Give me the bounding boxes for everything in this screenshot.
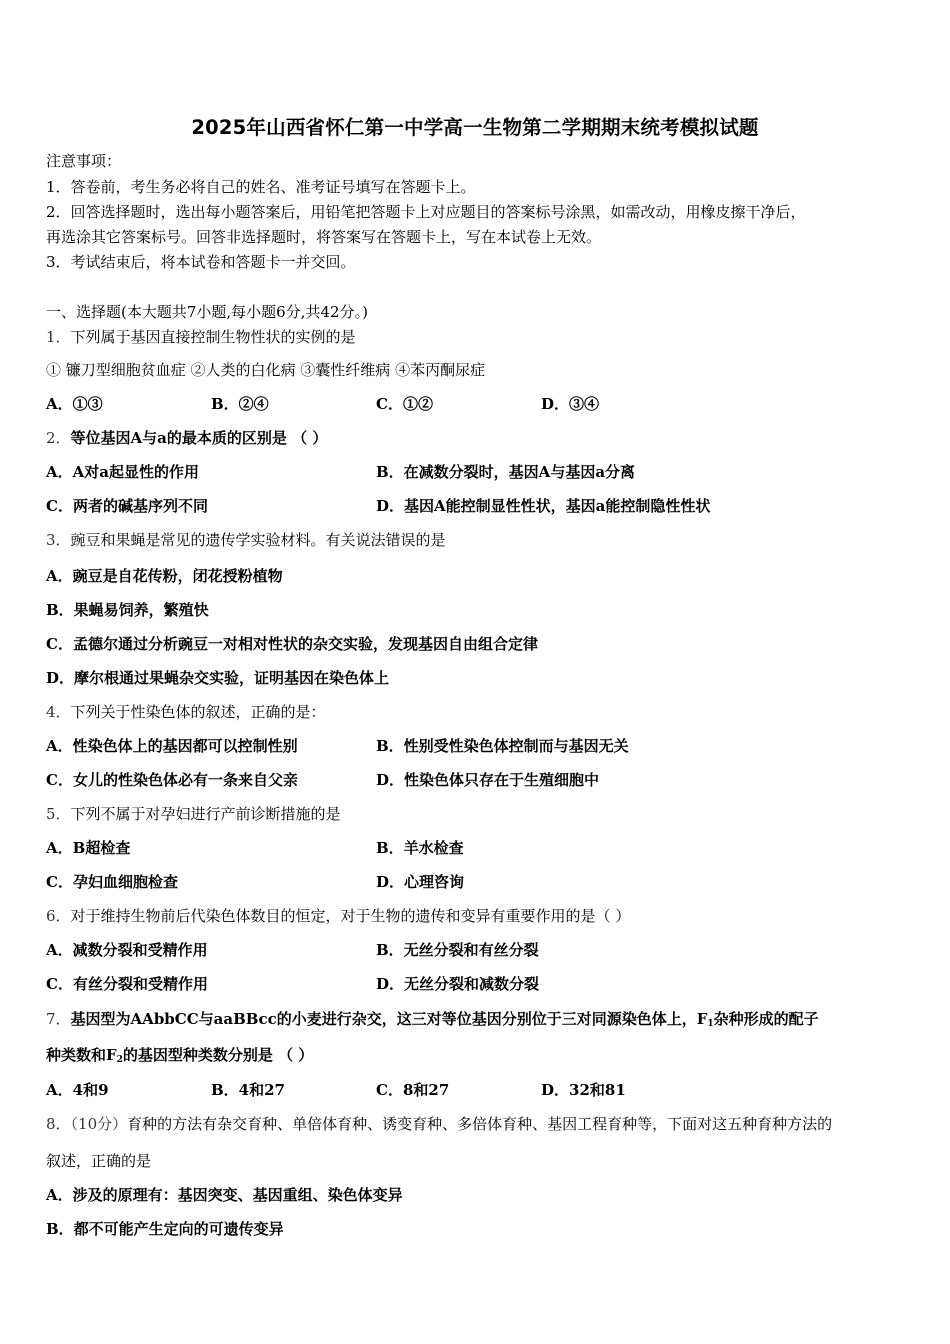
question-stem: 基因型为AAbbCC与aaBBcc的小麦进行杂交，这三对等位基因分别位于三对同源染色体上，F [70,1010,708,1028]
question-7 [46,1009,819,1034]
q6-option-b: B．无丝分裂和有丝分裂 [376,941,539,959]
q2-option-c: C．两者的碱基序列不同 [46,497,208,515]
q7-option-a: A．4和9 [46,1081,109,1099]
question-stem: 下列属于基因直接控制生物性状的实例的是 [70,328,356,346]
notice-item-3: 3．考试结束后，将本试卷和答题卡一并交回。 [46,253,356,271]
q5-option-d: D．心理咨询 [376,873,465,891]
question-stem-cont: 杂种形成的配子 [713,1010,819,1028]
question-number: 2． [46,429,71,447]
q7-option-b: B．4和27 [211,1081,285,1099]
q1-option-a: A．①③ [46,395,103,413]
question-stem: 育种的方法有杂交育种、单倍体育种、诱变育种、多倍体育种、基因工程育种等，下面对这五种育种方法的 [127,1115,833,1133]
q5-option-a: A．B超检查 [46,839,131,857]
question-8 [46,1114,832,1134]
question-stem: 下列不属于对孕妇进行产前诊断措施的是 [70,805,341,823]
question-score: （10分） [70,1115,128,1133]
q8-option-b: B．都不可能产生定向的可遗传变异 [46,1220,284,1238]
q7-option-d: D．32和81 [541,1081,626,1099]
q2-option-d: D．基因A能控制显性性状，基因a能控制隐性性状 [376,497,711,515]
question-6 [46,906,630,926]
question-1-items: ① 镰刀型细胞贫血症 ②人类的白化病 ③囊性纤维病 ④苯丙酮尿症 [46,361,486,379]
question-number: 6． [46,907,71,925]
question-stem-cont: 的基因型种类数分别是 （ ） [122,1046,314,1064]
question-2 [46,428,327,448]
question-stem: 种类数和F [46,1046,117,1064]
question-7-cont [46,1045,313,1070]
q3-option-c: C．孟德尔通过分析豌豆一对相对性状的杂交实验，发现基因自由组合定律 [46,635,538,653]
q3-option-d: D．摩尔根通过果蝇杂交实验，证明基因在染色体上 [46,669,390,687]
question-3 [46,530,446,550]
subscript: 1 [707,1019,714,1029]
q4-option-b: B．性别受性染色体控制而与基因无关 [376,737,629,755]
question-4 [46,702,326,722]
q2-option-b: B．在减数分裂时，基因A与基因a分离 [376,463,636,481]
question-number: 4． [46,703,71,721]
q8-option-a: A．涉及的原理有：基因突变、基因重组、染色体变异 [46,1186,403,1204]
notice-item-2-cont: 再选涂其它答案标号。回答非选择题时，将答案写在答题卡上，写在本试卷上无效。 [46,228,602,246]
q4-option-d: D．性染色体只存在于生殖细胞中 [376,771,600,789]
notice-heading: 注意事项： [46,152,122,170]
subscript: 2 [116,1055,123,1065]
section-heading: 一、选择题(本大题共7小题,每小题6分,共42分。) [46,303,368,321]
q4-option-c: C．女儿的性染色体必有一条来自父亲 [46,771,298,789]
question-stem: 豌豆和果蝇是常见的遗传学实验材料。有关说法错误的是 [70,531,446,549]
q1-option-c: C．①② [376,395,433,413]
question-number: 5． [46,805,71,823]
q2-option-a: A．A对a起显性的作用 [46,463,199,481]
question-stem: 下列关于性染色体的叙述，正确的是： [70,703,326,721]
question-number: 3． [46,531,71,549]
question-number: 1． [46,328,71,346]
q7-option-c: C．8和27 [376,1081,450,1099]
question-8-cont: 叙述，正确的是 [46,1152,152,1170]
q4-option-a: A．性染色体上的基因都可以控制性别 [46,737,298,755]
q1-option-d: D．③④ [541,395,600,413]
question-number: 7． [46,1010,71,1028]
q5-option-b: B．羊水检查 [376,839,464,857]
notice-item-2: 2．回答选择题时，选出每小题答案后，用铅笔把答题卡上对应题目的答案标号涂黑，如需改动，用橡皮擦干净后， [46,203,806,221]
q6-option-d: D．无丝分裂和减数分裂 [376,975,540,993]
question-stem: 等位基因A与a的最本质的区别是 （ ） [70,429,328,447]
q6-option-a: A．减数分裂和受精作用 [46,941,208,959]
question-1 [46,327,356,347]
question-5 [46,804,341,824]
page-title: 2025年山西省怀仁第一中学高一生物第二学期期末统考模拟试题 [191,116,759,139]
q1-option-b: B．②④ [211,395,269,413]
q6-option-c: C．有丝分裂和受精作用 [46,975,208,993]
q5-option-c: C．孕妇血细胞检查 [46,873,178,891]
q3-option-b: B．果蝇易饲养，繁殖快 [46,601,209,619]
question-number: 8． [46,1115,71,1133]
notice-item-1: 1．答卷前，考生务必将自己的姓名、准考证号填写在答题卡上。 [46,178,476,196]
question-stem: 对于维持生物前后代染色体数目的恒定，对于生物的遗传和变异有重要作用的是（ ） [70,907,631,925]
q3-option-a: A．豌豆是自花传粉，闭花授粉植物 [46,567,283,585]
